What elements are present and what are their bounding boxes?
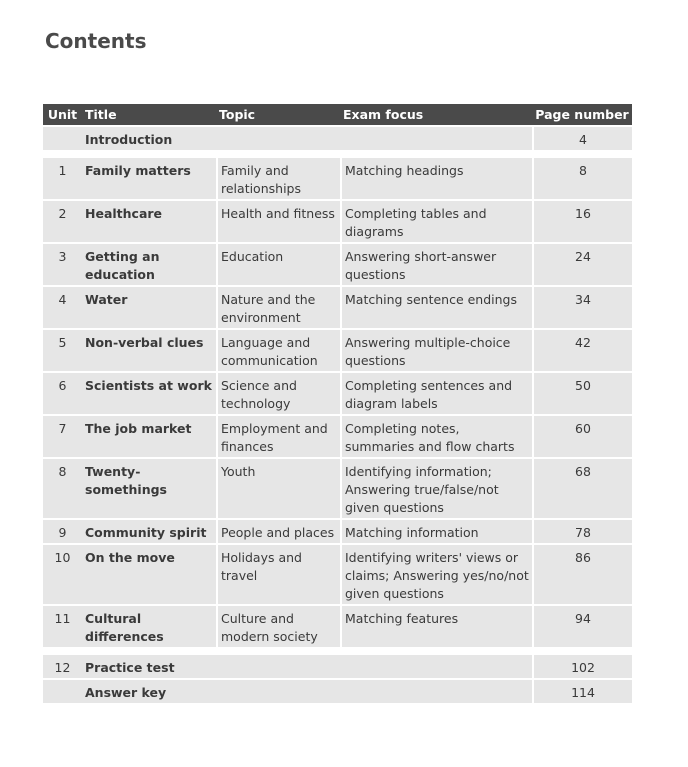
row-exam-focus: Answering short-answer questions	[340, 244, 532, 285]
row-unit: 2	[58, 206, 67, 221]
table-row[interactable]	[43, 287, 632, 328]
table-row[interactable]	[43, 158, 632, 199]
row-page: 16	[532, 201, 632, 242]
row-page: 94	[532, 606, 632, 647]
table-row[interactable]	[43, 545, 632, 604]
row-topic: Youth	[216, 459, 340, 518]
row-page: 4	[532, 127, 632, 150]
row-exam-focus: Completing notes, summaries and flow charts	[340, 416, 532, 457]
row-page: 34	[532, 287, 632, 328]
row-topic: Language and communication	[216, 330, 340, 371]
row-title: Family matters	[85, 163, 191, 178]
row-unit: 11	[54, 611, 71, 626]
row-page: 24	[532, 244, 632, 285]
row-unit: 7	[58, 421, 67, 436]
row-topic: Family and relationships	[216, 158, 340, 199]
row-exam-focus: Completing sentences and diagram labels	[340, 373, 532, 414]
row-title: Community spirit	[85, 525, 207, 540]
row-page: 8	[532, 158, 632, 199]
row-exam-focus: Identifying information; Answering true/false/not given questions	[340, 459, 532, 518]
row-unit: 10	[54, 550, 71, 565]
unit-rows	[43, 158, 632, 647]
row-unit: 12	[54, 660, 71, 675]
row-title: Practice test	[85, 660, 175, 675]
row-topic: Holidays and travel	[216, 545, 340, 604]
page-title: Contents	[45, 29, 147, 53]
row-title: Introduction	[85, 132, 173, 147]
table-row[interactable]	[43, 373, 632, 414]
row-page: 60	[532, 416, 632, 457]
row-unit: 9	[58, 525, 67, 540]
row-unit: 8	[58, 464, 67, 479]
header-unit: Unit	[47, 107, 78, 122]
table-row[interactable]	[43, 520, 632, 543]
row-title: Cultural differences	[85, 611, 164, 644]
row-title: The job market	[85, 421, 192, 436]
row-exam-focus: Answering multiple-choice questions	[340, 330, 532, 371]
row-unit: 3	[58, 249, 67, 264]
row-unit	[43, 127, 82, 150]
table-header-row	[43, 104, 632, 125]
row-exam-focus: Matching features	[340, 606, 532, 647]
table-row[interactable]	[43, 416, 632, 457]
row-title: Non-verbal clues	[85, 335, 204, 350]
row-page: 50	[532, 373, 632, 414]
row-page: 68	[532, 459, 632, 518]
introduction-row[interactable]	[43, 127, 632, 150]
row-topic: Nature and the environment	[216, 287, 340, 328]
row-unit: 6	[58, 378, 67, 393]
table-row[interactable]	[43, 459, 632, 518]
row-topic: Education	[216, 244, 340, 285]
row-title: Healthcare	[85, 206, 163, 221]
row-topic: Culture and modern society	[216, 606, 340, 647]
row-topic: Health and fitness	[216, 201, 340, 242]
row-unit: 4	[58, 292, 67, 307]
table-row[interactable]	[43, 606, 632, 647]
row-exam-focus: Identifying writers' views or claims; Answering yes/no/not given questions	[340, 545, 532, 604]
row-exam-focus: Matching sentence endings	[340, 287, 532, 328]
contents-table	[43, 104, 632, 705]
row-page: 42	[532, 330, 632, 371]
row-title: Scientists at work	[85, 378, 212, 393]
row-title: On the move	[85, 550, 175, 565]
header-exam-focus: Exam focus	[343, 107, 424, 122]
row-topic: People and places	[216, 520, 340, 543]
row-unit	[43, 680, 82, 703]
row-page: 78	[532, 520, 632, 543]
row-title: Water	[85, 292, 128, 307]
row-exam-focus: Matching information	[340, 520, 532, 543]
row-unit: 5	[58, 335, 67, 350]
row-page: 102	[532, 655, 632, 678]
row-page: 86	[532, 545, 632, 604]
row-topic: Science and technology	[216, 373, 340, 414]
header-topic: Topic	[219, 107, 256, 122]
row-exam-focus: Matching headings	[340, 158, 532, 199]
row-topic: Employment and finances	[216, 416, 340, 457]
row-title: Twenty-somethings	[85, 464, 167, 497]
answer-key-row[interactable]	[43, 680, 632, 703]
table-row[interactable]	[43, 244, 632, 285]
practice-test-row[interactable]	[43, 655, 632, 678]
row-unit: 1	[58, 163, 67, 178]
header-page-number: Page number	[535, 107, 629, 122]
header-title: Title	[85, 107, 117, 122]
table-row[interactable]	[43, 330, 632, 371]
row-exam-focus: Completing tables and diagrams	[340, 201, 532, 242]
row-page: 114	[532, 680, 632, 703]
table-row[interactable]	[43, 201, 632, 242]
row-title: Getting an education	[85, 249, 160, 282]
row-title: Answer key	[85, 685, 167, 700]
